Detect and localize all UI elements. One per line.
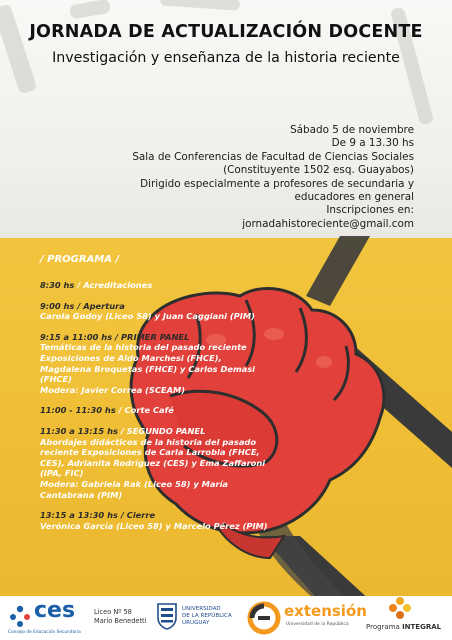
item-title: Acreditaciones — [83, 280, 153, 290]
item-time: 9:00 hs — [40, 300, 75, 311]
signup-label: Inscripciones en: — [326, 204, 414, 217]
program-section — [40, 254, 340, 541]
ces-logo — [6, 600, 86, 636]
signup-email[interactable]: jornadahistoreciente@gmail.com — [242, 217, 414, 230]
item-separator: / — [118, 405, 122, 416]
integral-label: INTEGRAL — [402, 623, 442, 631]
program-item — [40, 426, 340, 500]
item-separator: / — [115, 331, 119, 342]
item-detail: Abordajes didácticos de la historia del pasado — [40, 436, 257, 447]
item-detail: Exposiciones de Aldo Marchesi (FHCE), — [40, 352, 222, 363]
event-time: De 9 a 13.30 hs — [331, 137, 414, 150]
event-address: (Constituyente 1502 esq. Guayabos) — [223, 164, 414, 177]
program-item — [40, 301, 340, 322]
item-detail: Modera: Javier Correa (SCEAM) — [40, 384, 186, 395]
item-time: 11:30 a 13:15 hs — [40, 425, 118, 436]
udelar-shield-icon — [156, 602, 178, 630]
event-subtitle: Investigación y enseñanza de la historia reciente — [52, 50, 400, 66]
program-item — [40, 405, 340, 416]
item-separator: / — [120, 425, 124, 436]
item-detail: CES), Adrianita Rodríguez (CES) y Ema Zaffaroni — [40, 457, 266, 468]
item-detail: Cantabrana (PIM) — [40, 489, 123, 500]
item-separator: / — [120, 510, 124, 521]
liceo-line-2: Mario Benedetti — [94, 617, 147, 625]
item-title: SEGUNDO PANEL — [126, 425, 206, 436]
programa-integral-name — [366, 623, 441, 631]
ces-name: ces — [34, 598, 76, 623]
item-time: 13:15 a 13:30 hs — [40, 510, 118, 521]
sponsor-logos — [0, 596, 452, 640]
ces-caption: Consejo de Educación Secundaria — [8, 630, 81, 635]
program-item — [40, 280, 340, 291]
item-time: 11:00 - 11:30 hs — [40, 405, 116, 416]
item-time: 8:30 hs — [40, 280, 75, 290]
item-time: 9:15 a 11:00 hs — [40, 331, 113, 342]
item-detail: (IPA, FIC) — [40, 468, 84, 479]
udelar-line-3: URUGUAY — [182, 620, 210, 626]
item-detail: Carola Godoy (Liceo 58) y Juan Caggiani (PIM) — [40, 311, 255, 322]
ces-emblem-icon — [8, 604, 32, 628]
item-separator: / — [77, 280, 81, 290]
event-title: JORNADA DE ACTUALIZACIÓN DOCENTE — [29, 22, 423, 42]
item-separator: / — [77, 300, 81, 311]
item-title: Corte Café — [124, 405, 174, 416]
item-title: Cierre — [126, 510, 156, 521]
programa-label: Programa — [366, 623, 400, 631]
udelar-line-1: UNIVERSIDAD — [182, 606, 221, 612]
item-detail: Modera: Gabriela Rak (Liceo 58) y María — [40, 478, 229, 489]
item-detail: Temáticas de la historia del pasado reciente — [40, 342, 247, 353]
program-heading: / PROGRAMA / — [40, 254, 120, 265]
item-detail: Verónica García (Liceo 58) y Marcelo Pérez (PIM) — [40, 520, 268, 531]
item-title: Apertura — [83, 300, 125, 311]
program-item — [40, 510, 340, 531]
item-detail: Magdalena Broquetas (FHCE) y Carlos Demasi — [40, 363, 256, 374]
item-detail: reciente Exposiciones de Carla Larrobla (FHCE, — [40, 447, 260, 458]
extension-caption: Universidad de la República — [286, 622, 349, 627]
liceo-line-1: Liceo Nº 58 — [94, 608, 132, 616]
event-date: Sábado 5 de noviembre — [290, 124, 414, 136]
extension-ring-icon — [246, 600, 282, 636]
event-venue: Sala de Conferencias de Facultad de Ciencias Sociales — [132, 150, 414, 163]
udelar-line-2: DE LA REPÚBLICA — [182, 613, 232, 619]
extension-name: extensión — [284, 602, 367, 620]
event-audience-line-2: educadores en general — [294, 191, 414, 204]
program-item — [40, 332, 340, 396]
event-info — [84, 124, 414, 231]
item-detail: (FHCE) — [40, 374, 72, 385]
programa-integral-flower-icon — [388, 596, 412, 620]
item-title: PRIMER PANEL — [120, 331, 190, 342]
event-audience-line-1: Dirigido especialmente a profesores de secundaria y — [140, 177, 414, 190]
